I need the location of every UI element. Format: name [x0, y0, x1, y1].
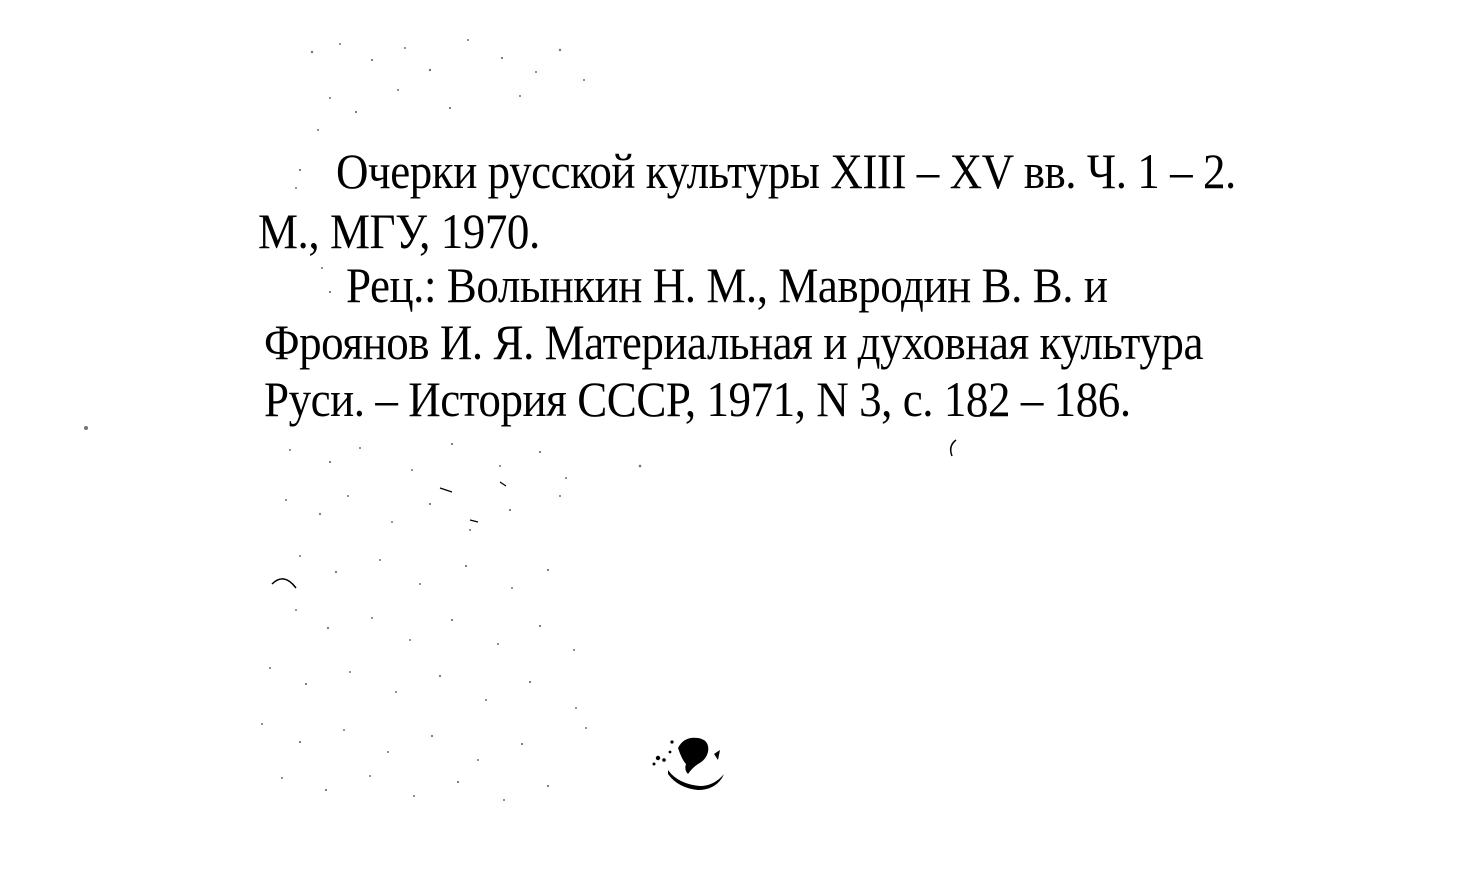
review-line-3: Руси. – История СССР, 1971, N 3, с. 182 – 186. [264, 371, 1131, 427]
imprint-line: М., МГУ, 1970. [258, 203, 540, 259]
title-line: Очерки русской культуры XIII – XV вв. Ч. 1 – 2. [336, 143, 1236, 199]
review-line-1: Рец.: Волынкин Н. М., Мавродин В. В. и [346, 257, 1108, 313]
review-line-2: Фроянов И. Я. Материальная и духовная культура [264, 314, 1204, 370]
ink-stamp-icon [648, 730, 734, 792]
